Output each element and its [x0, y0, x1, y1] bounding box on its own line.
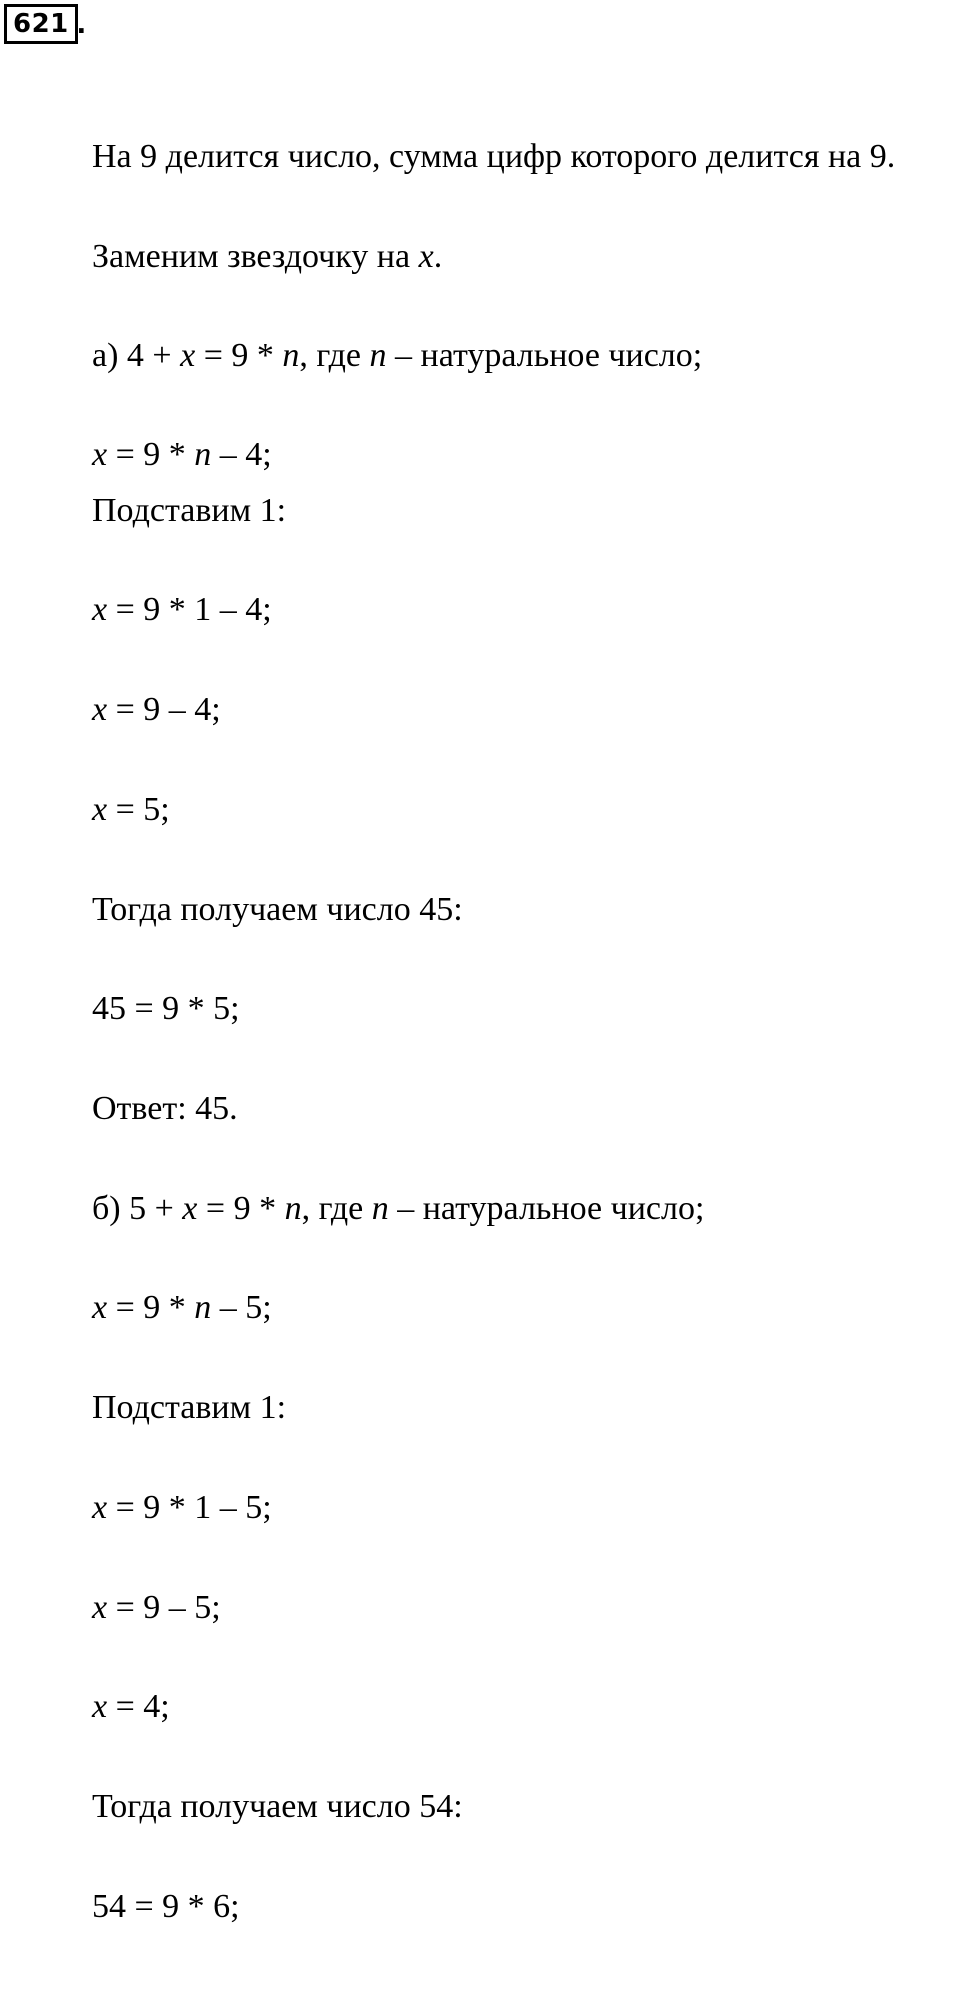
text-fragment: – натуральное число;	[386, 337, 703, 374]
math-variable: x	[92, 436, 108, 473]
math-variable: x	[180, 337, 196, 374]
text-line	[92, 1588, 221, 1628]
math-variable: n	[194, 436, 212, 473]
text-fragment: , где	[299, 337, 370, 374]
text-line	[92, 1089, 238, 1129]
text-line	[92, 137, 895, 177]
text-line	[92, 890, 463, 930]
text-fragment: – 5;	[211, 1289, 272, 1326]
math-variable: x	[92, 591, 108, 628]
text-fragment: а) 4 +	[92, 337, 181, 374]
text-fragment: = 9 – 5;	[107, 1589, 221, 1626]
problem-number-badge	[4, 4, 87, 44]
math-variable: n	[369, 337, 387, 374]
math-variable: x	[92, 1289, 108, 1326]
text-line	[92, 1687, 170, 1727]
text-fragment: – натуральное число;	[388, 1190, 705, 1227]
math-variable: x	[92, 1489, 108, 1526]
text-line	[92, 336, 702, 376]
math-variable: x	[92, 1688, 108, 1725]
text-fragment: б) 5 +	[92, 1190, 183, 1227]
text-line	[92, 1288, 272, 1328]
text-fragment: .	[433, 238, 443, 275]
text-fragment: = 9 *	[107, 1289, 195, 1326]
math-variable: x	[92, 1589, 108, 1626]
text-fragment: = 9 *	[197, 1190, 285, 1227]
text-fragment: = 9 – 4;	[107, 691, 221, 728]
problem-number-suffix: .	[76, 10, 87, 40]
text-fragment: = 4;	[107, 1688, 170, 1725]
text-fragment: , где	[301, 1190, 372, 1227]
math-variable: x	[182, 1190, 198, 1227]
text-fragment: На 9 делится число, сумма цифр которого делится на 9.	[92, 138, 896, 175]
text-line	[92, 690, 221, 730]
text-fragment: = 9 *	[107, 436, 195, 473]
text-line	[92, 1787, 463, 1827]
text-fragment: Тогда получаем число 54:	[92, 1788, 463, 1825]
text-fragment: – 4;	[211, 436, 272, 473]
math-variable: n	[284, 1190, 302, 1227]
text-line	[92, 435, 272, 475]
text-line	[92, 1488, 272, 1528]
math-variable: n	[371, 1190, 389, 1227]
text-line	[92, 1189, 704, 1229]
text-fragment: = 9 *	[195, 337, 283, 374]
text-fragment: = 9 * 1 – 4;	[107, 591, 272, 628]
math-variable: n	[282, 337, 300, 374]
math-variable: x	[92, 691, 108, 728]
text-line	[92, 491, 286, 531]
text-fragment: = 5;	[107, 791, 170, 828]
problem-number: 621	[13, 9, 69, 39]
text-line	[92, 989, 240, 1029]
text-line	[92, 590, 272, 630]
text-line	[92, 790, 170, 830]
text-fragment: Тогда получаем число 45:	[92, 891, 463, 928]
text-line	[92, 237, 442, 277]
math-variable: x	[92, 791, 108, 828]
text-fragment: = 9 * 1 – 5;	[107, 1489, 272, 1526]
text-line	[92, 1887, 240, 1927]
text-fragment: Ответ: 45.	[92, 1090, 238, 1127]
text-line	[92, 1388, 286, 1428]
text-fragment: 54 = 9 * 6;	[92, 1888, 240, 1925]
math-variable: n	[194, 1289, 212, 1326]
math-variable: x	[418, 238, 434, 275]
text-fragment: Заменим звездочку на	[92, 238, 419, 275]
text-fragment: Подставим 1:	[92, 1389, 287, 1426]
text-fragment: 45 = 9 * 5;	[92, 990, 240, 1027]
text-fragment: Подставим 1:	[92, 492, 287, 529]
